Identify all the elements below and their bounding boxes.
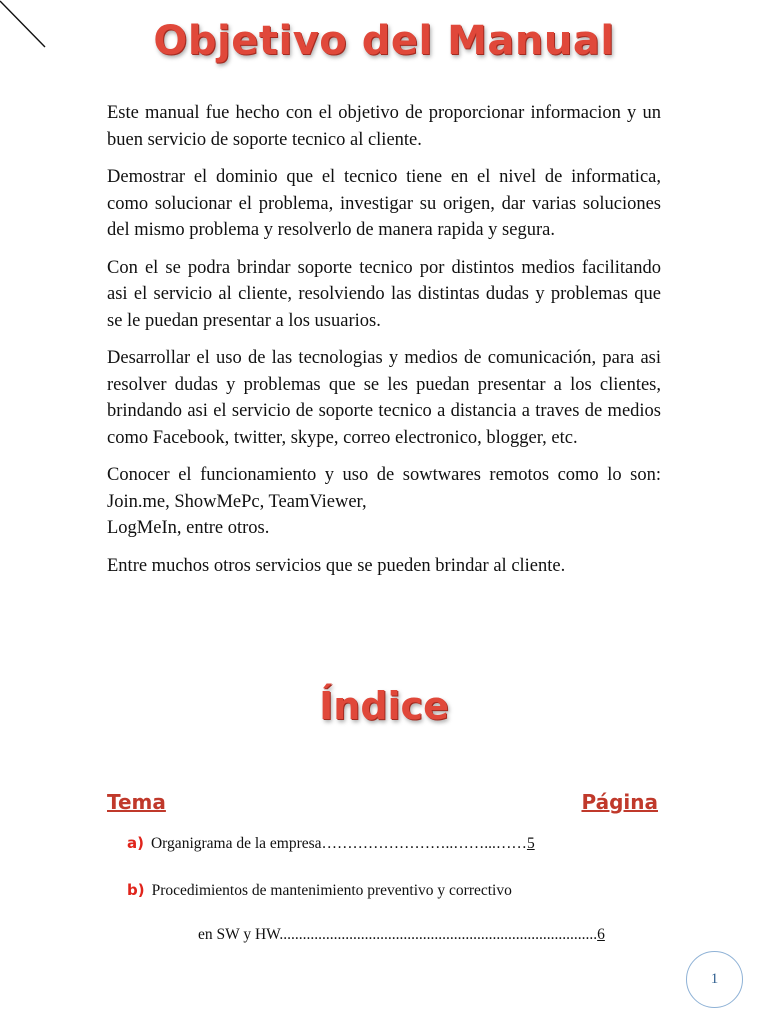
- page-title: Objetivo del Manual: [153, 18, 615, 64]
- toc-entry-b-continued[interactable]: [198, 926, 605, 944]
- paragraph-2: [107, 164, 661, 244]
- paragraph-line: Con el se podra brindar soporte tecnico por distintos medios facilitando asi el servicio al cliente, resolviendo las distintas dudas y problemas que se le puedan presentar a los usuarios.: [107, 257, 661, 331]
- toc-page-number: 5: [526, 835, 535, 852]
- page-number: 1: [710, 971, 719, 987]
- toc-entry-b[interactable]: [127, 881, 512, 900]
- toc-letter: a): [127, 834, 144, 852]
- paragraph-line: Demostrar el dominio que el tecnico tiene en el nivel de informatica, como solucionar el problema, investigar su origen, dar varias soluciones del mismo problema y resolverlo de manera rapida y segura.: [107, 167, 661, 240]
- paragraph-3: [107, 255, 661, 335]
- page-number-badge: [686, 951, 743, 1008]
- paragraph-line: Conocer el funcionamiento y uso de sowtwares remotos como lo son: Join.me, ShowMePc, TeamViewer,: [107, 465, 661, 512]
- toc-entry-a[interactable]: [127, 834, 535, 853]
- paragraph-4: [107, 345, 661, 451]
- toc-entry-text: en SW y HW..................................................................................: [198, 926, 598, 943]
- paragraph-5: [107, 462, 661, 542]
- toc-page-number: 6: [597, 926, 605, 943]
- toc-header-page: Página: [581, 790, 658, 814]
- paragraph-line: Entre muchos otros servicios que se pueden brindar al cliente.: [107, 555, 566, 576]
- paragraph-line: Desarrollar el uso de las tecnologias y medios de comunicación, para asi resolver dudas y problemas que se les puedan presentar a los clientes, brindando asi el servicio de soporte tecnico a distancia a traves de medios como Facebook, twitter, skype, correo electronico, blogger, etc.: [107, 348, 661, 448]
- paragraph-line: Este manual fue hecho con el objetivo de proporcionar informacion y un buen servicio de soporte tecnico al cliente.: [107, 103, 661, 150]
- paragraph-line: LogMeIn, entre otros.: [107, 518, 270, 538]
- paragraph-6: [107, 553, 661, 580]
- objective-body: [107, 100, 661, 590]
- toc-entry-text: Procedimientos de mantenimiento preventivo y correctivo: [151, 882, 512, 899]
- toc-header-topic: Tema: [107, 790, 166, 814]
- paragraph-1: [107, 100, 661, 153]
- toc-letter: b): [127, 881, 145, 899]
- index-title: Índice: [319, 684, 449, 728]
- toc-entry-text: Organigrama de la empresa……………………..……...……: [150, 835, 527, 852]
